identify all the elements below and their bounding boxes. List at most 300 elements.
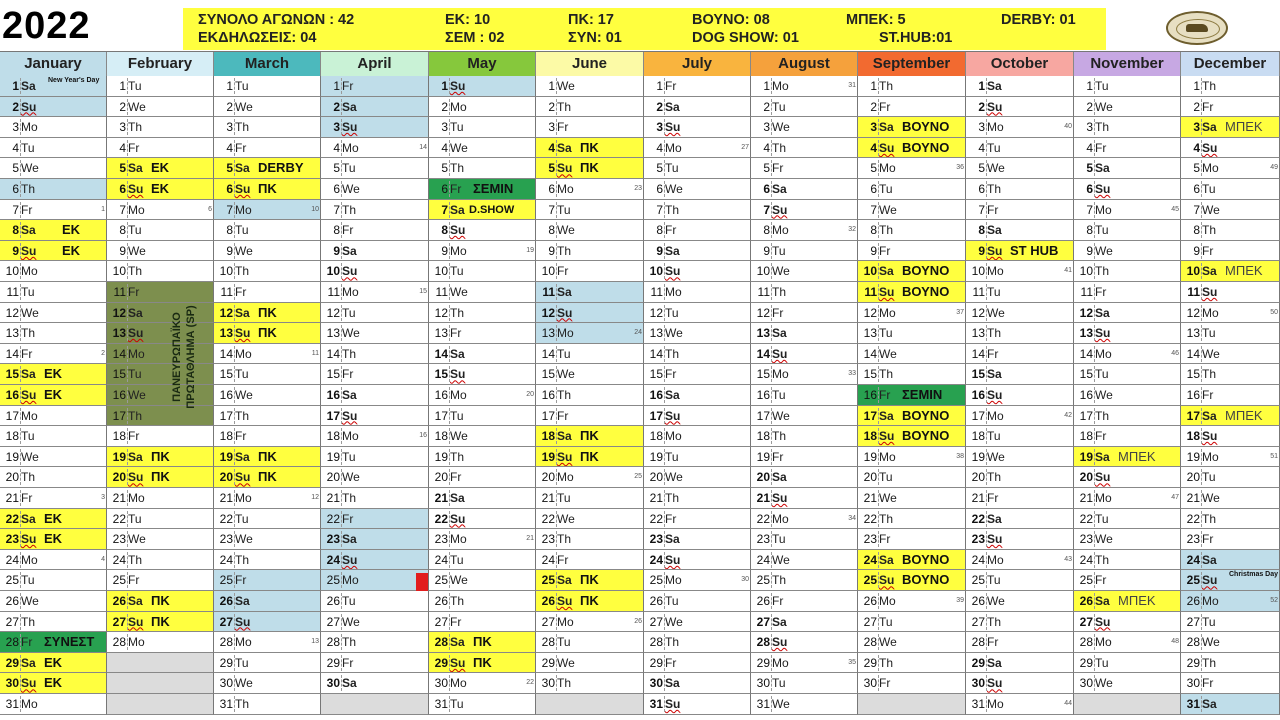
day-cell xyxy=(429,406,536,427)
day-cell xyxy=(1074,282,1181,303)
weekday-name: Tu xyxy=(342,161,356,176)
day-number: 8 xyxy=(1193,223,1200,238)
weekday-name: Sa xyxy=(772,614,787,629)
day-number: 21 xyxy=(112,491,126,505)
weekday-name: Th xyxy=(987,470,1002,485)
week-number: 32 xyxy=(848,226,856,234)
day-cell xyxy=(751,385,858,406)
event-label: ΕΚ xyxy=(44,366,63,382)
day-number: 8 xyxy=(656,223,663,238)
day-cell xyxy=(1181,200,1280,221)
event-label: ΕΚ xyxy=(44,531,63,547)
day-cell xyxy=(536,282,644,303)
day-number: 12 xyxy=(649,305,663,320)
day-number: 14 xyxy=(863,346,877,361)
day-cell xyxy=(858,612,966,633)
day-cell xyxy=(751,673,858,694)
day-number: 18 xyxy=(326,429,340,444)
day-cell xyxy=(536,344,644,365)
day-number: 29 xyxy=(5,655,19,670)
day-cell xyxy=(321,158,429,179)
day-number: 30 xyxy=(326,676,340,691)
weekday-name: Su xyxy=(21,676,37,691)
day-cell xyxy=(858,97,966,118)
weekday-name: Sa xyxy=(987,223,1002,238)
day-cell xyxy=(321,261,429,282)
day-cell xyxy=(536,529,644,550)
day-number: 29 xyxy=(971,655,985,670)
weekday-name: We xyxy=(450,573,468,588)
day-number: 12 xyxy=(1079,305,1093,320)
day-number: 27 xyxy=(112,614,126,629)
weekday-name: We xyxy=(1095,388,1113,402)
weekday-name: Sa xyxy=(235,594,250,608)
day-number: 26 xyxy=(434,594,448,608)
weekday-name: Su xyxy=(21,388,37,402)
day-number: 25 xyxy=(5,573,19,588)
day-number: 14 xyxy=(541,346,555,361)
day-cell xyxy=(429,282,536,303)
week-number: 1 xyxy=(101,205,105,213)
day-number: 25 xyxy=(649,573,663,588)
day-number: 23 xyxy=(541,532,555,547)
day-cell xyxy=(429,529,536,550)
weekday-name: Th xyxy=(450,594,465,608)
day-number: 31 xyxy=(1186,697,1200,711)
weekday-name: Su xyxy=(879,429,895,444)
stat-events: ΕΚΔΗΛΩΣΕΙΣ: 04 xyxy=(198,30,317,46)
day-cell xyxy=(429,344,536,365)
day-number: 3 xyxy=(441,120,448,135)
day-number: 26 xyxy=(541,594,555,608)
day-number: 2 xyxy=(441,99,448,114)
day-cell xyxy=(321,488,429,509)
day-cell xyxy=(0,303,107,324)
weekday-name: Th xyxy=(1095,264,1110,279)
day-number: 29 xyxy=(541,655,555,670)
day-cell xyxy=(1074,406,1181,427)
day-number: 27 xyxy=(434,614,448,629)
day-number: 1 xyxy=(870,79,877,93)
weekday-name: Su xyxy=(557,449,573,464)
day-cell xyxy=(1074,570,1181,591)
day-number: 15 xyxy=(649,367,663,382)
day-number: 6 xyxy=(119,182,126,196)
day-cell xyxy=(966,632,1074,653)
day-cell xyxy=(536,220,644,241)
day-number: 27 xyxy=(1186,614,1200,629)
weekday-name: We xyxy=(772,408,790,423)
weekday-name: Tu xyxy=(879,182,893,196)
day-number: 11 xyxy=(435,285,448,299)
weekday-name: Mo xyxy=(342,285,359,299)
day-number: 18 xyxy=(5,429,19,444)
day-number: 27 xyxy=(1079,614,1093,629)
weekday-name: Tu xyxy=(1095,223,1109,238)
day-cell xyxy=(536,117,644,138)
weekday-name: We xyxy=(235,99,253,114)
day-cell xyxy=(107,179,214,200)
weekday-name: Mo xyxy=(557,182,574,196)
weekday-name: Fr xyxy=(772,305,784,320)
day-number: 7 xyxy=(763,202,770,217)
weekday-name: Mo xyxy=(342,429,359,444)
empty-day-cell xyxy=(107,653,214,674)
weekday-name: Su xyxy=(128,182,144,196)
day-number: 25 xyxy=(1079,573,1093,588)
weekday-name: We xyxy=(1095,243,1113,258)
day-number: 10 xyxy=(971,264,985,279)
weekday-name: Sa xyxy=(665,532,680,547)
day-number: 25 xyxy=(219,573,233,588)
day-cell xyxy=(858,467,966,488)
event-label: ΜΠΕΚ xyxy=(1225,407,1263,423)
day-number: 29 xyxy=(219,655,233,670)
weekday-name: Su xyxy=(879,285,895,299)
day-cell xyxy=(1074,220,1181,241)
day-number: 2 xyxy=(656,99,663,114)
day-number: 19 xyxy=(434,449,448,464)
day-cell xyxy=(644,694,751,715)
weekday-name: Fr xyxy=(1202,676,1214,691)
day-cell xyxy=(644,529,751,550)
weekday-name: Fr xyxy=(557,264,569,279)
day-number: 24 xyxy=(1186,552,1200,567)
weekday-name: Mo xyxy=(1202,594,1219,608)
stat-vouno: ΒΟΥΝΟ: 08 xyxy=(692,12,770,28)
day-number: 7 xyxy=(12,202,19,217)
day-cell xyxy=(966,179,1074,200)
weekday-name: Mo xyxy=(879,449,896,464)
day-number: 26 xyxy=(756,594,770,608)
weekday-name: We xyxy=(665,326,683,341)
day-cell xyxy=(858,261,966,282)
weekday-name: We xyxy=(557,223,575,238)
day-number: 7 xyxy=(119,202,126,217)
weekday-name: Th xyxy=(879,367,894,382)
event-label: ΠΚ xyxy=(258,181,277,196)
day-number: 2 xyxy=(870,99,877,114)
day-cell xyxy=(1181,97,1280,118)
weekday-name: Mo xyxy=(21,552,38,567)
week-number: 11 xyxy=(311,349,319,357)
day-number: 5 xyxy=(12,161,19,176)
weekday-name: Su xyxy=(1095,470,1111,485)
day-cell xyxy=(1074,76,1181,97)
weekday-name: We xyxy=(342,614,360,629)
weekday-name: Su xyxy=(342,552,358,567)
weekday-name: Th xyxy=(1095,120,1110,135)
championship-label: ΠΑΝΕΥΡΩΠΑΪΚΟ ΠΡΩΤΑΘΛΗΜΑ (SP) xyxy=(171,305,197,409)
day-cell xyxy=(429,158,536,179)
weekday-name: Sa xyxy=(1095,594,1110,608)
day-cell xyxy=(0,282,107,303)
day-cell xyxy=(966,529,1074,550)
day-number: 5 xyxy=(870,161,877,176)
weekday-name: We xyxy=(1202,491,1220,505)
weekday-name: Sa xyxy=(879,552,894,567)
day-number: 14 xyxy=(1186,346,1200,361)
day-cell xyxy=(1181,570,1280,591)
weekday-name: Sa xyxy=(557,285,572,299)
weekday-name: Su xyxy=(342,408,358,423)
day-cell xyxy=(214,385,321,406)
week-number: 47 xyxy=(1171,494,1179,501)
day-number: 28 xyxy=(5,635,19,650)
day-cell xyxy=(214,570,321,591)
day-cell xyxy=(214,76,321,97)
weekday-name: Mo xyxy=(772,655,789,670)
day-cell xyxy=(858,632,966,653)
weekday-name: Sa xyxy=(1202,552,1217,567)
day-number: 16 xyxy=(971,388,985,402)
day-cell xyxy=(536,200,644,221)
weekday-name: We xyxy=(128,243,146,258)
day-number: 4 xyxy=(226,140,233,155)
day-number: 31 xyxy=(971,697,985,711)
day-cell xyxy=(429,509,536,530)
event-label: ΕΚ xyxy=(44,387,63,402)
day-number: 9 xyxy=(870,243,877,258)
day-number: 25 xyxy=(541,573,555,588)
weekday-name: Sa xyxy=(342,532,357,547)
weekday-name: Mo xyxy=(772,511,789,526)
weekday-name: Mo xyxy=(557,326,574,341)
day-cell xyxy=(1074,591,1181,612)
weekday-name: We xyxy=(21,594,39,608)
weekday-name: We xyxy=(342,470,360,485)
day-cell xyxy=(0,138,107,159)
day-number: 7 xyxy=(441,202,448,217)
day-number: 20 xyxy=(1186,470,1200,485)
day-cell xyxy=(321,200,429,221)
day-number: 12 xyxy=(5,305,19,320)
day-cell xyxy=(321,117,429,138)
event-label: ΜΠΕΚ xyxy=(1225,263,1263,279)
day-number: 15 xyxy=(434,367,448,382)
weekday-name: Tu xyxy=(450,697,464,711)
weekday-name: Th xyxy=(21,326,36,341)
empty-day-cell xyxy=(1074,694,1181,715)
weekday-name: Sa xyxy=(665,243,680,258)
day-cell xyxy=(0,158,107,179)
weekday-name: Fr xyxy=(879,243,891,258)
weekday-name: We xyxy=(772,120,790,135)
day-cell xyxy=(1074,97,1181,118)
day-number: 15 xyxy=(5,367,19,382)
day-cell xyxy=(0,344,107,365)
day-cell xyxy=(321,426,429,447)
weekday-name: We xyxy=(342,182,360,196)
day-number: 5 xyxy=(656,161,663,176)
day-cell xyxy=(0,241,107,262)
day-cell xyxy=(751,117,858,138)
day-cell xyxy=(858,241,966,262)
day-number: 12 xyxy=(112,305,126,320)
day-number: 10 xyxy=(1186,264,1200,279)
event-label: ΜΠΕΚ xyxy=(1225,119,1263,135)
day-number: 28 xyxy=(756,635,770,650)
week-number: 6 xyxy=(208,205,212,213)
weekday-name: Tu xyxy=(665,594,679,608)
day-cell xyxy=(1181,323,1280,344)
day-number: 16 xyxy=(219,388,233,402)
weekday-name: Mo xyxy=(879,594,896,608)
weekday-name: Su xyxy=(128,470,144,485)
weekday-name: Sa xyxy=(665,388,680,402)
day-number: 22 xyxy=(649,511,663,526)
weekday-name: Sa xyxy=(450,346,465,361)
weekday-name: Su xyxy=(987,99,1003,114)
day-number: 26 xyxy=(219,594,233,608)
week-number: 38 xyxy=(956,452,964,460)
day-number: 3 xyxy=(226,120,233,135)
red-marker xyxy=(416,573,428,591)
weekday-name: We xyxy=(450,140,468,155)
weekday-name: We xyxy=(235,676,253,691)
day-number: 8 xyxy=(226,223,233,238)
event-label: ΕΚ xyxy=(151,181,170,196)
day-number: 5 xyxy=(548,161,555,176)
day-cell xyxy=(536,426,644,447)
weekday-name: Fr xyxy=(987,346,999,361)
weekday-name: Sa xyxy=(1202,120,1217,135)
day-cell xyxy=(321,653,429,674)
day-cell xyxy=(321,179,429,200)
day-number: 10 xyxy=(326,264,340,279)
day-number: 16 xyxy=(434,388,448,402)
day-cell xyxy=(751,179,858,200)
day-cell xyxy=(751,344,858,365)
day-number: 11 xyxy=(220,285,233,299)
weekday-name: Mo xyxy=(1095,346,1112,361)
weekday-name: Su xyxy=(987,388,1003,402)
weekday-name: Mo xyxy=(1202,161,1219,176)
weekday-name: Fr xyxy=(342,223,354,238)
day-cell xyxy=(429,694,536,715)
day-cell xyxy=(107,550,214,571)
day-cell xyxy=(0,364,107,385)
weekday-name: Sa xyxy=(235,449,250,464)
event-label: ΒΟΥΝΟ xyxy=(902,263,950,279)
day-number: 2 xyxy=(1086,99,1093,114)
day-number: 25 xyxy=(971,573,985,588)
weekday-name: Sa xyxy=(1095,305,1110,320)
day-cell xyxy=(1074,653,1181,674)
day-cell xyxy=(536,261,644,282)
stat-derby: DERBY: 01 xyxy=(1001,12,1076,28)
weekday-name: Th xyxy=(450,449,465,464)
weekday-name: Fr xyxy=(342,511,354,526)
weekday-name: Tu xyxy=(1202,182,1216,196)
weekday-name: Mo xyxy=(557,470,574,485)
weekday-name: We xyxy=(665,182,683,196)
day-number: 14 xyxy=(971,346,985,361)
weekday-name: We xyxy=(1202,202,1220,217)
day-number: 16 xyxy=(112,388,126,402)
day-number: 30 xyxy=(649,676,663,691)
weekday-name: Mo xyxy=(772,79,789,93)
weekday-name: Th xyxy=(987,182,1002,196)
day-cell xyxy=(214,426,321,447)
week-number: 20 xyxy=(526,391,534,398)
day-cell xyxy=(644,179,751,200)
day-cell xyxy=(966,694,1074,715)
day-number: 23 xyxy=(112,532,126,547)
day-number: 5 xyxy=(333,161,340,176)
day-number: 29 xyxy=(434,655,448,670)
day-cell xyxy=(214,467,321,488)
event-label: ΣΕΜΙΝ xyxy=(473,181,514,196)
weekday-name: Th xyxy=(235,697,250,711)
day-number: 28 xyxy=(112,635,126,650)
weekday-name: We xyxy=(342,326,360,341)
day-cell xyxy=(751,406,858,427)
day-cell xyxy=(644,97,751,118)
weekday-name: Mo xyxy=(772,223,789,238)
weekday-name: Su xyxy=(450,367,466,382)
week-number: 12 xyxy=(311,494,319,501)
day-number: 2 xyxy=(119,99,126,114)
weekday-name: Su xyxy=(665,264,681,279)
weekday-name: Mo xyxy=(665,429,682,444)
day-number: 8 xyxy=(441,223,448,238)
weekday-name: We xyxy=(450,429,468,444)
day-cell xyxy=(107,447,214,468)
day-number: 11 xyxy=(6,285,19,299)
day-cell xyxy=(966,653,1074,674)
day-cell xyxy=(751,591,858,612)
weekday-name: Mo xyxy=(235,202,252,217)
day-cell xyxy=(321,303,429,324)
day-cell xyxy=(0,570,107,591)
day-cell xyxy=(966,138,1074,159)
day-cell xyxy=(107,509,214,530)
weekday-name: Su xyxy=(772,202,788,217)
day-number: 2 xyxy=(978,99,985,114)
weekday-name: Su xyxy=(879,140,895,155)
day-number: 8 xyxy=(870,223,877,238)
weekday-name: Th xyxy=(772,573,787,588)
day-cell xyxy=(966,385,1074,406)
weekday-name: Tu xyxy=(665,161,679,176)
weekday-name: Sa xyxy=(128,449,143,464)
day-cell xyxy=(644,241,751,262)
day-cell xyxy=(966,261,1074,282)
event-label: ΣΕΜΙΝ xyxy=(902,387,943,402)
weekday-name: Th xyxy=(128,408,143,423)
weekday-name: Th xyxy=(879,223,894,238)
weekday-name: Mo xyxy=(128,635,145,650)
day-number: 13 xyxy=(112,326,126,341)
weekday-name: Su xyxy=(1202,285,1218,299)
weekday-name: Mo xyxy=(21,120,38,135)
weekday-name: We xyxy=(1095,99,1113,114)
day-number: 3 xyxy=(333,120,340,135)
day-number: 19 xyxy=(1186,449,1200,464)
day-cell xyxy=(321,97,429,118)
weekday-name: We xyxy=(21,305,39,320)
weekday-name: Su xyxy=(235,326,251,341)
day-number: 22 xyxy=(434,511,448,526)
event-label: ΕΚ xyxy=(62,222,81,238)
day-cell xyxy=(321,220,429,241)
weekday-name: We xyxy=(987,449,1005,464)
day-cell xyxy=(107,612,214,633)
event-label: ΜΠΕΚ xyxy=(1118,448,1156,464)
weekday-name: Th xyxy=(235,552,250,567)
month-header-march: March xyxy=(214,52,321,76)
